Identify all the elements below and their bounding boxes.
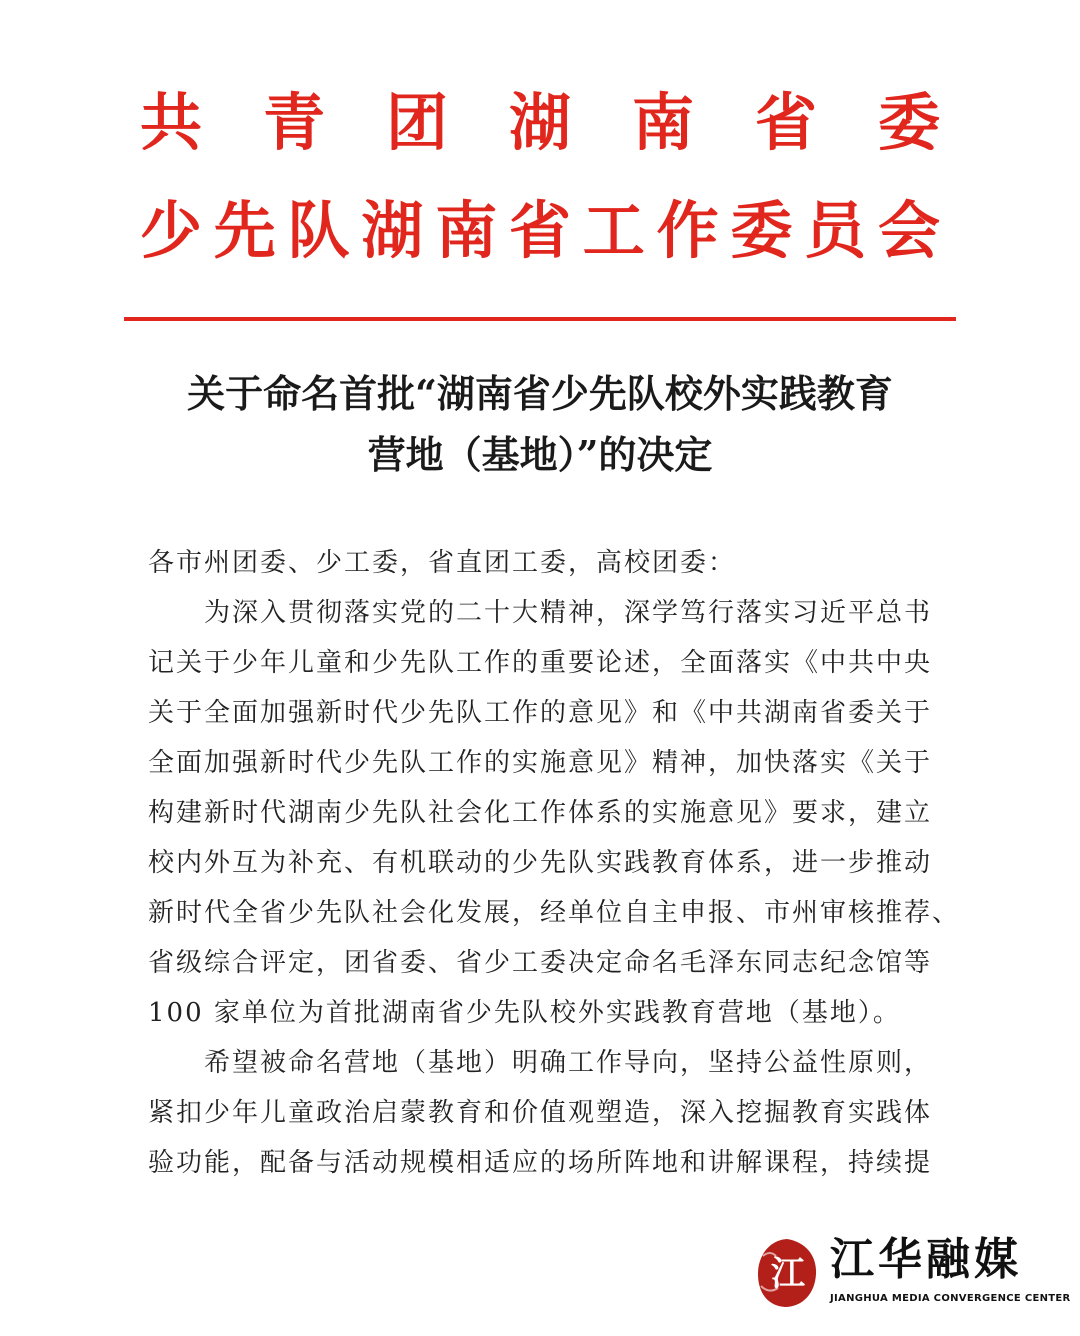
jianghua-seal-icon: [754, 1236, 820, 1310]
red-divider: [124, 317, 956, 321]
letterhead-line-2: 少先队湖南省工作委员会: [140, 194, 940, 267]
watermark-subtitle: JIANGHUA MEDIA CONVERGENCE CENTER: [830, 1293, 1071, 1304]
body-line-12: 验功能，配备与活动规模相适应的场所阵地和讲解课程，持续提: [148, 1148, 933, 1178]
media-watermark: [748, 1232, 1071, 1316]
body-line-10: 希望被命名营地（基地）明确工作导向，坚持公益性原则，: [204, 1048, 933, 1078]
body-line-7: 新时代全省少先队社会化发展，经单位自主申报、市州审核推荐、: [148, 898, 961, 928]
document-title-line-2: 营地（基地）”的决定: [367, 432, 713, 477]
recipients-line: 各市州团委、少工委，省直团工委，高校团委：: [148, 548, 737, 578]
document-title-line-1: 关于命名首批“湖南省少先队校外实践教育: [187, 371, 893, 416]
body-line-11: 紧扣少年儿童政治启蒙教育和价值观塑造，深入挖掘教育实践体: [148, 1098, 933, 1128]
body-line-2: 记关于少年儿童和少先队工作的重要论述，全面落实《中共中央: [148, 648, 933, 678]
body-line-8: 省级综合评定，团省委、省少工委决定命名毛泽东同志纪念馆等: [148, 948, 933, 978]
body-line-3: 关于全面加强新时代少先队工作的意见》和《中共湖南省委关于: [148, 698, 933, 728]
body-line-1: 为深入贯彻落实党的二十大精神，深学笃行落实习近平总书: [204, 598, 933, 628]
body-line-9: 100 家单位为首批湖南省少先队校外实践教育营地（基地）。: [148, 998, 901, 1028]
body-line-5: 构建新时代湖南少先队社会化工作体系的实施意见》要求，建立: [148, 798, 933, 828]
body-line-4: 全面加强新时代少先队工作的实施意见》精神，加快落实《关于: [148, 748, 933, 778]
body-line-6: 校内外互为补充、有机联动的少先队实践教育体系，进一步推动: [148, 848, 933, 878]
seal-character: 江: [771, 1254, 805, 1294]
watermark-name: 江华融媒: [830, 1234, 1022, 1285]
letterhead-line-1: 共青团湖南省委: [140, 86, 940, 159]
